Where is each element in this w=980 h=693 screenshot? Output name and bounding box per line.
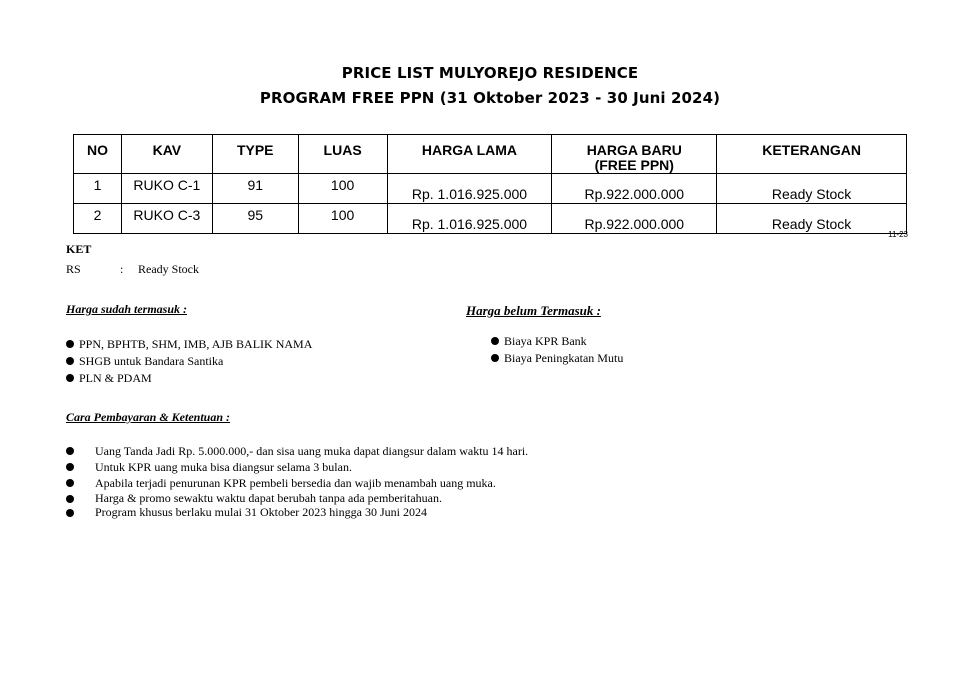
cell-type: 91: [212, 174, 298, 204]
list-item: Program khusus berlaku mulai 31 Oktober 2023 hingga 30 Juni 2024: [66, 505, 528, 519]
col-header-keterangan: KETERANGAN: [717, 135, 907, 174]
bullet-icon: [491, 337, 499, 345]
bullet-icon: [66, 463, 74, 471]
cell-harga-lama: Rp. 1.016.925.000: [387, 204, 552, 234]
included-heading: Harga sudah termasuk :: [66, 302, 188, 316]
cell-keterangan: Ready Stock: [717, 174, 907, 204]
list-item: PPN, BPHTB, SHM, IMB, AJB BALIK NAMA: [66, 336, 312, 353]
cell-kav: RUKO C-1: [121, 174, 212, 204]
document-code: 11-23: [888, 230, 908, 239]
list-item: Untuk KPR uang muka bisa diangsur selama 3 bulan.: [66, 459, 528, 475]
cell-harga-baru: Rp.922.000.000: [552, 204, 717, 234]
bullet-icon: [66, 495, 74, 503]
bullet-icon: [66, 509, 74, 517]
page-title: PRICE LIST MULYOREJO RESIDENCE: [341, 64, 639, 82]
list-item: Harga & promo sewaktu waktu dapat berubah tanpa ada pemberitahuan.: [66, 491, 528, 505]
table-row: [74, 204, 907, 234]
col-header-kav: KAV: [121, 135, 212, 174]
page-subtitle: PROGRAM FREE PPN (31 Oktober 2023 - 30 Juni 2024): [259, 89, 721, 107]
payment-list: [66, 443, 528, 519]
table-row: [74, 174, 907, 204]
list-item: Biaya KPR Bank: [491, 333, 623, 350]
list-item: Apabila terjadi penurunan KPR pembeli bersedia dan wajib menambah uang muka.: [66, 475, 528, 491]
list-item: Biaya Peningkatan Mutu: [491, 350, 623, 367]
excluded-heading: Harga belum Termasuk :: [466, 303, 601, 318]
ket-desc: Ready Stock: [138, 262, 199, 276]
bullet-icon: [491, 354, 499, 362]
included-list: [66, 336, 312, 387]
ket-title: KET: [66, 242, 92, 256]
bullet-icon: [66, 374, 74, 382]
col-header-type: TYPE: [212, 135, 298, 174]
price-table: [73, 134, 907, 234]
excluded-list: [491, 333, 623, 367]
harga-baru-label: HARGA BARU: [586, 142, 682, 158]
bullet-icon: [66, 447, 74, 455]
col-header-harga-baru: [552, 135, 717, 174]
list-item: PLN & PDAM: [66, 370, 312, 387]
list-item: Uang Tanda Jadi Rp. 5.000.000,- dan sisa uang muka dapat diangsur dalam waktu 14 hari.: [66, 443, 528, 459]
cell-harga-baru: Rp.922.000.000: [552, 174, 717, 204]
cell-luas: 100: [298, 204, 387, 234]
table-header-row: [74, 135, 907, 174]
payment-heading: Cara Pembayaran & Ketentuan :: [66, 410, 231, 424]
cell-harga-lama: Rp. 1.016.925.000: [387, 174, 552, 204]
cell-type: 95: [212, 204, 298, 234]
bullet-icon: [66, 479, 74, 487]
bullet-icon: [66, 357, 74, 365]
ket-row: [66, 262, 199, 277]
ket-separator: :: [120, 262, 124, 276]
list-item: SHGB untuk Bandara Santika: [66, 353, 312, 370]
ket-abbr: RS: [66, 262, 81, 276]
col-header-harga-lama: HARGA LAMA: [387, 135, 552, 174]
cell-no: 2: [74, 204, 122, 234]
bullet-icon: [66, 340, 74, 348]
cell-keterangan: Ready Stock: [717, 204, 907, 234]
cell-no: 1: [74, 174, 122, 204]
cell-luas: 100: [298, 174, 387, 204]
col-header-no: NO: [74, 135, 122, 174]
col-header-luas: LUAS: [298, 135, 387, 174]
cell-kav: RUKO C-3: [121, 204, 212, 234]
free-ppn-label: (FREE PPN): [594, 157, 674, 173]
